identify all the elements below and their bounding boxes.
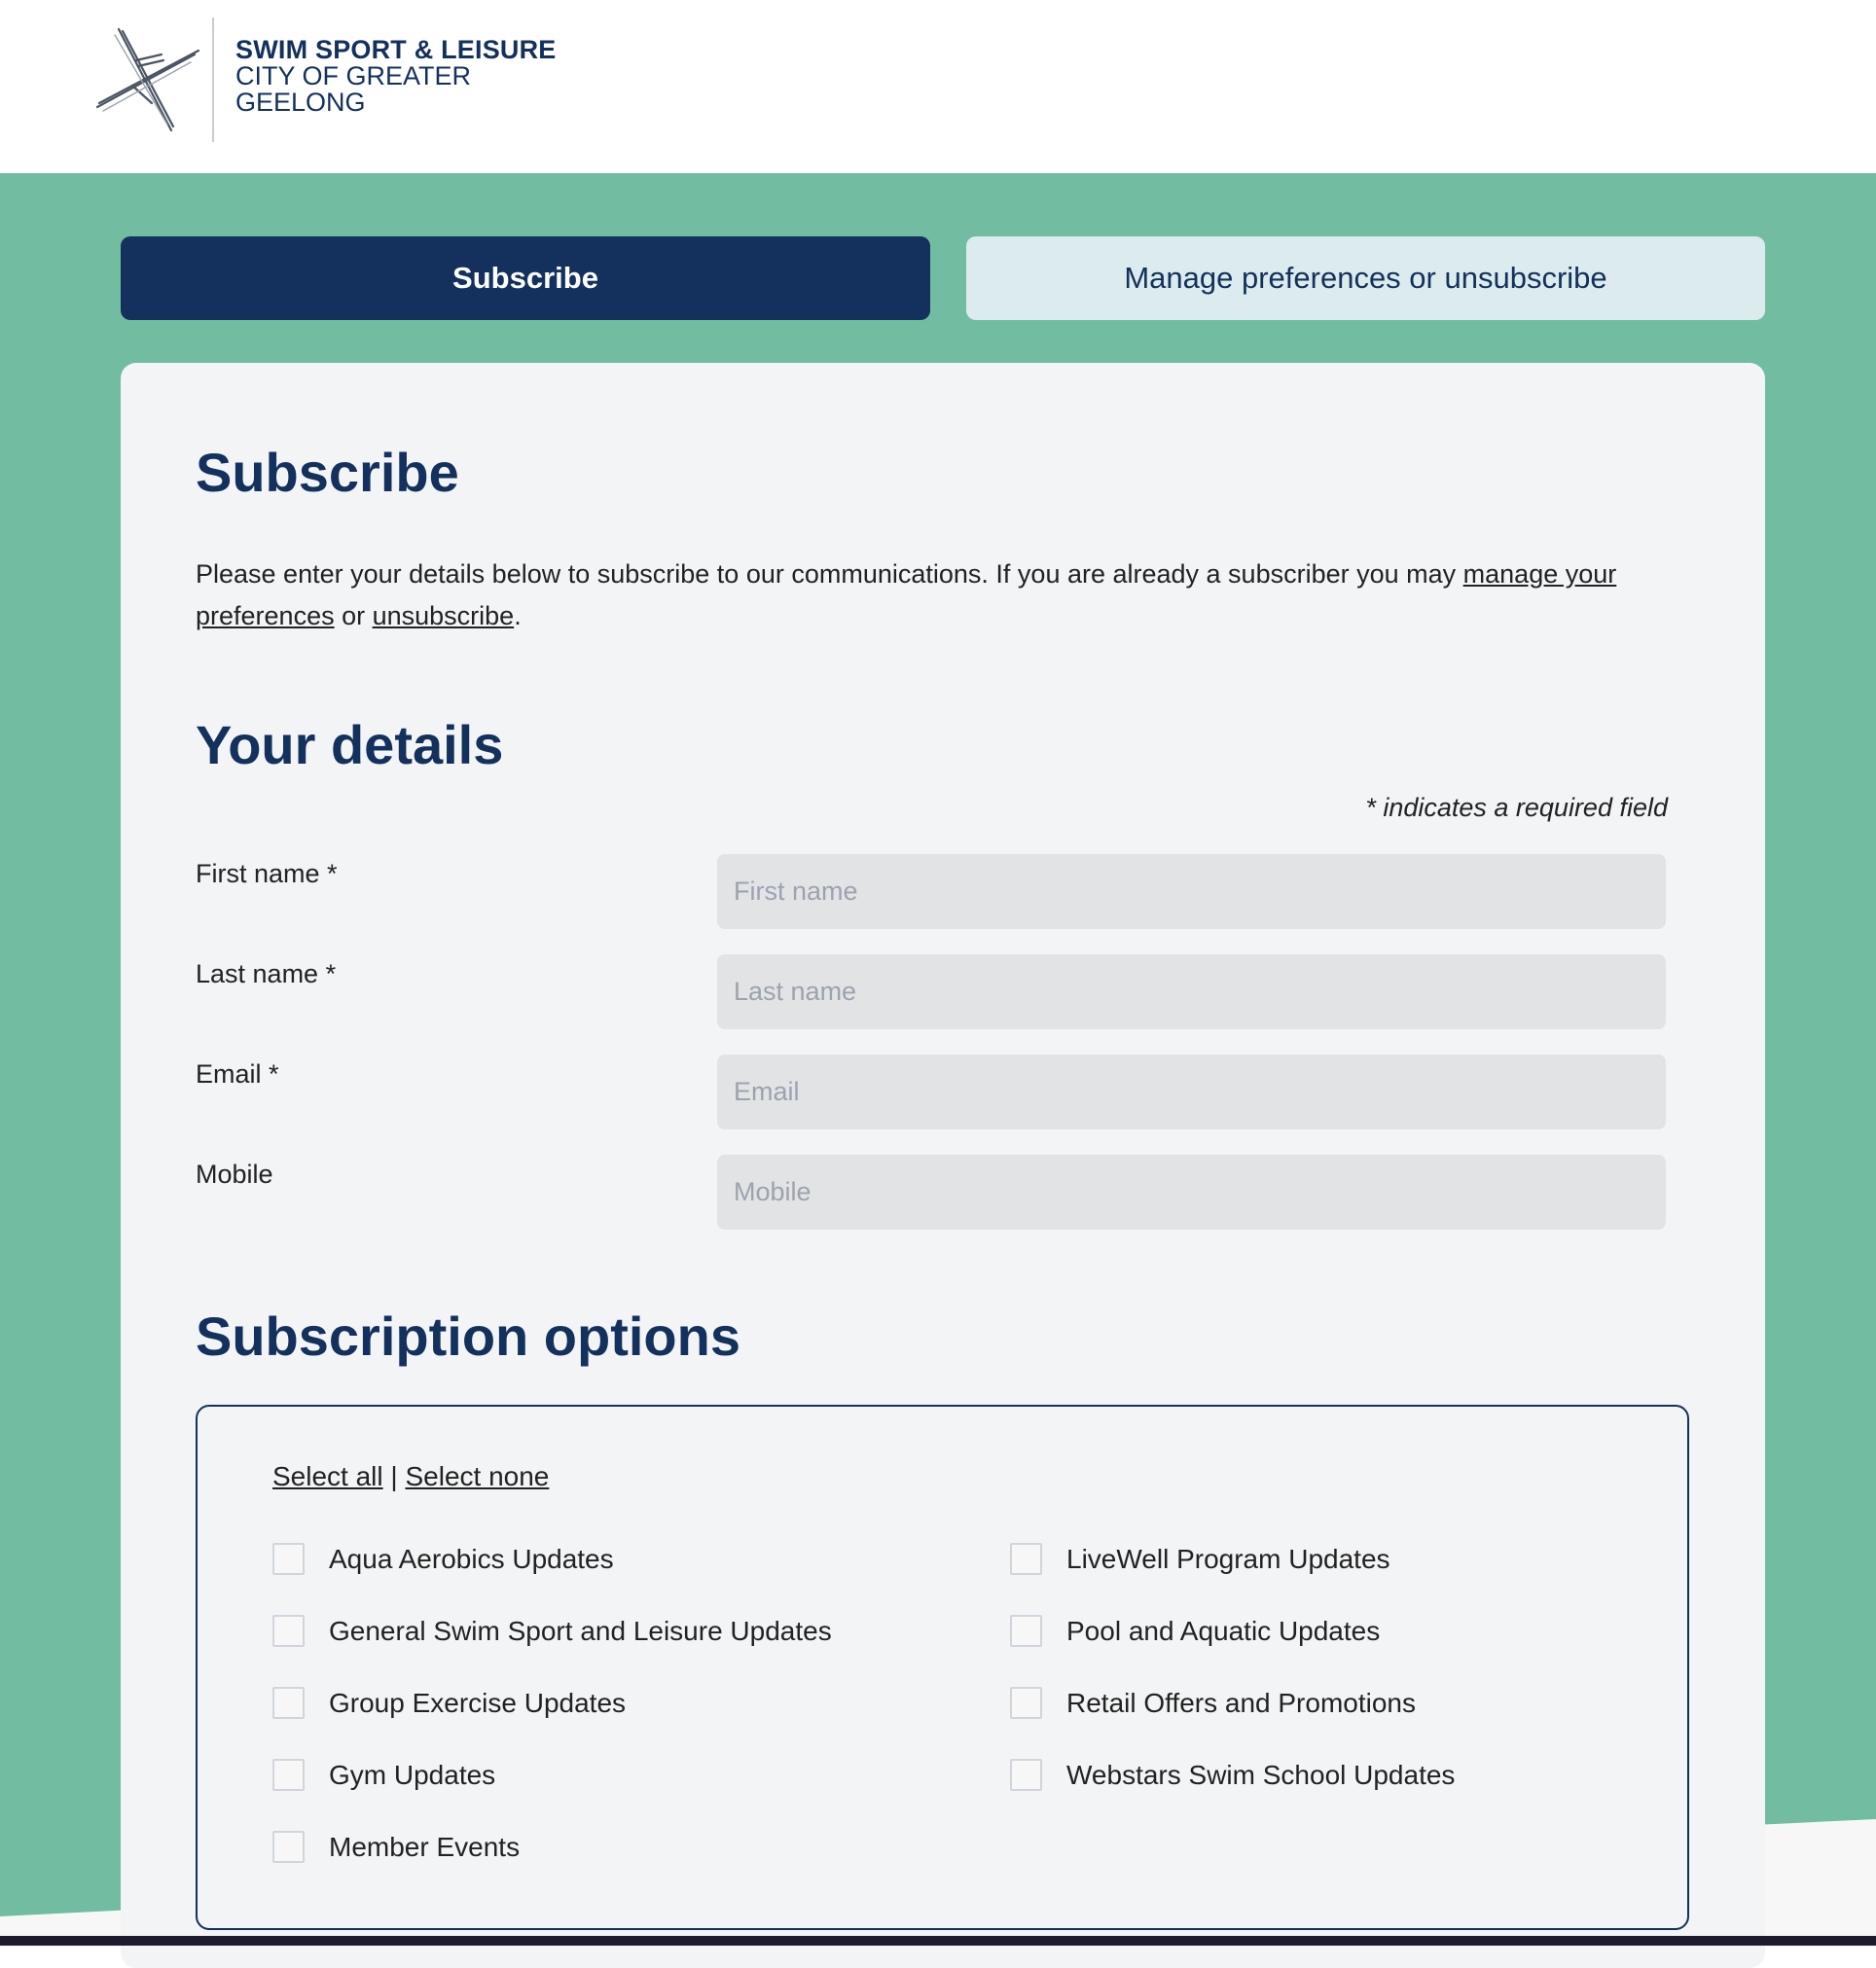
option-label: LiveWell Program Updates	[1066, 1543, 1390, 1574]
checkbox[interactable]	[1010, 1687, 1042, 1719]
intro-paragraph	[196, 554, 1675, 637]
mobile-label: Mobile	[196, 1160, 273, 1189]
tab-subscribe[interactable]: Subscribe	[121, 236, 930, 320]
intro-mid-text: or	[334, 601, 373, 630]
site-header	[0, 0, 1876, 173]
first-name-label: First name *	[196, 859, 338, 888]
brand-name	[235, 37, 557, 116]
option-label: General Swim Sport and Leisure Updates	[329, 1615, 832, 1646]
option-group-exercise[interactable]	[272, 1687, 626, 1719]
select-all-link[interactable]: Select all	[272, 1461, 383, 1491]
manage-preferences-link[interactable]: manage your preferences	[196, 559, 1617, 630]
option-label: Gym Updates	[329, 1759, 496, 1790]
window-bottom-edge	[0, 1936, 1876, 1946]
option-label: Group Exercise Updates	[329, 1687, 627, 1718]
checkbox[interactable]	[1010, 1615, 1042, 1647]
brand-line-2: CITY OF GREATER	[235, 61, 472, 90]
mobile-input[interactable]	[717, 1155, 1666, 1230]
tab-manage-preferences[interactable]: Manage preferences or unsubscribe	[966, 236, 1765, 320]
geelong-logo-icon	[93, 25, 202, 134]
checkbox[interactable]	[272, 1543, 305, 1575]
select-links	[272, 1461, 549, 1492]
checkbox[interactable]	[272, 1615, 305, 1647]
brand-line-3: GEELONG	[235, 88, 366, 117]
option-label: Aqua Aerobics Updates	[329, 1543, 614, 1574]
subscribe-form-card	[121, 363, 1765, 1968]
logo-divider	[212, 18, 214, 142]
option-webstars[interactable]	[1010, 1759, 1455, 1791]
option-livewell[interactable]	[1010, 1543, 1390, 1575]
unsubscribe-link[interactable]: unsubscribe	[372, 601, 515, 630]
page-title: Subscribe	[196, 442, 459, 503]
required-field-note: * indicates a required field	[1365, 793, 1668, 822]
email-input[interactable]	[717, 1055, 1666, 1129]
option-pool-aquatic[interactable]	[1010, 1615, 1380, 1647]
subscription-options-heading: Subscription options	[196, 1306, 740, 1367]
your-details-heading: Your details	[196, 714, 504, 775]
option-label: Retail Offers and Promotions	[1066, 1687, 1416, 1718]
select-none-link[interactable]: Select none	[405, 1461, 550, 1491]
checkbox[interactable]	[1010, 1543, 1042, 1575]
email-label: Email *	[196, 1059, 279, 1089]
last-name-input[interactable]	[717, 954, 1666, 1029]
option-label: Pool and Aquatic Updates	[1066, 1615, 1381, 1646]
brand-line-1: SWIM SPORT & LEISURE	[235, 35, 557, 64]
checkbox[interactable]	[272, 1759, 305, 1791]
option-general-updates[interactable]	[272, 1615, 832, 1647]
intro-end-text: .	[514, 601, 522, 630]
first-name-input[interactable]	[717, 854, 1666, 929]
checkbox[interactable]	[1010, 1759, 1042, 1791]
option-aqua-aerobics[interactable]	[272, 1543, 614, 1575]
option-gym[interactable]	[272, 1759, 495, 1791]
option-member-events[interactable]	[272, 1831, 520, 1863]
option-retail-offers[interactable]	[1010, 1687, 1416, 1719]
subscription-options-box	[196, 1405, 1689, 1930]
last-name-label: Last name *	[196, 959, 337, 988]
select-separator: |	[382, 1461, 406, 1491]
intro-text: Please enter your details below to subscribe to our communications. If you are already a subscriber you may	[196, 559, 1463, 589]
option-label: Member Events	[329, 1831, 521, 1862]
checkbox[interactable]	[272, 1831, 305, 1863]
checkbox[interactable]	[272, 1687, 305, 1719]
option-label: Webstars Swim School Updates	[1066, 1759, 1456, 1790]
